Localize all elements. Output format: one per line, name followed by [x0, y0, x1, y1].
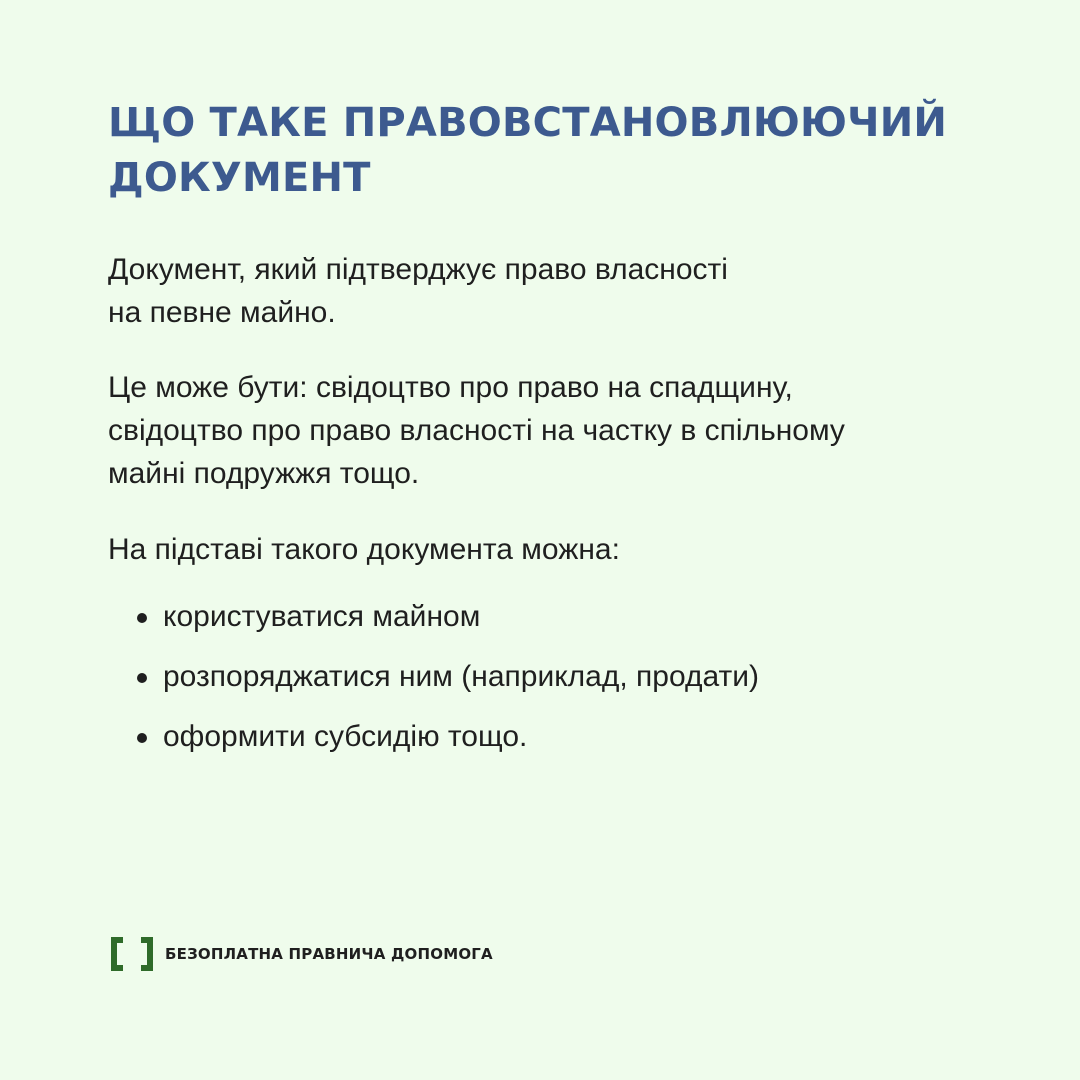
examples-paragraph — [108, 366, 845, 495]
paragraph-line: свідоцтво про право власності на частку в спільному — [108, 414, 845, 447]
definition-paragraph — [108, 248, 728, 334]
footer-brand — [108, 934, 493, 974]
list-item — [108, 712, 759, 772]
list-item-text: оформити субсидію тощо. — [163, 720, 528, 753]
title-line: ЩО ТАКЕ ПРАВОВСТАНОВЛЮЮЧИЙ — [108, 100, 948, 146]
page-title — [108, 96, 988, 206]
organization-name: БЕЗОПЛАТНА ПРАВНИЧА ДОПОМОГА — [165, 945, 493, 963]
paragraph-line: на певне майно. — [108, 296, 336, 329]
bracket-logo-icon — [108, 934, 156, 974]
paragraph-line: Це може бути: свідоцтво про право на спадщину, — [108, 371, 793, 404]
bullet-icon — [137, 733, 147, 743]
usage-list — [108, 592, 759, 772]
list-item-text: користуватися майном — [163, 600, 481, 633]
paragraph-line: Документ, який підтверджує право власності — [108, 253, 728, 286]
bullet-icon — [137, 673, 147, 683]
usage-intro-paragraph — [108, 528, 620, 571]
paragraph-line: На підставі такого документа можна: — [108, 533, 620, 566]
list-item-text: розпоряджатися ним (наприклад, продати) — [163, 660, 760, 693]
list-item — [108, 592, 759, 652]
bullet-icon — [137, 613, 147, 623]
title-line: ДОКУМЕНТ — [108, 155, 371, 201]
paragraph-line: майні подружжя тощо. — [108, 457, 420, 490]
list-item — [108, 652, 759, 712]
